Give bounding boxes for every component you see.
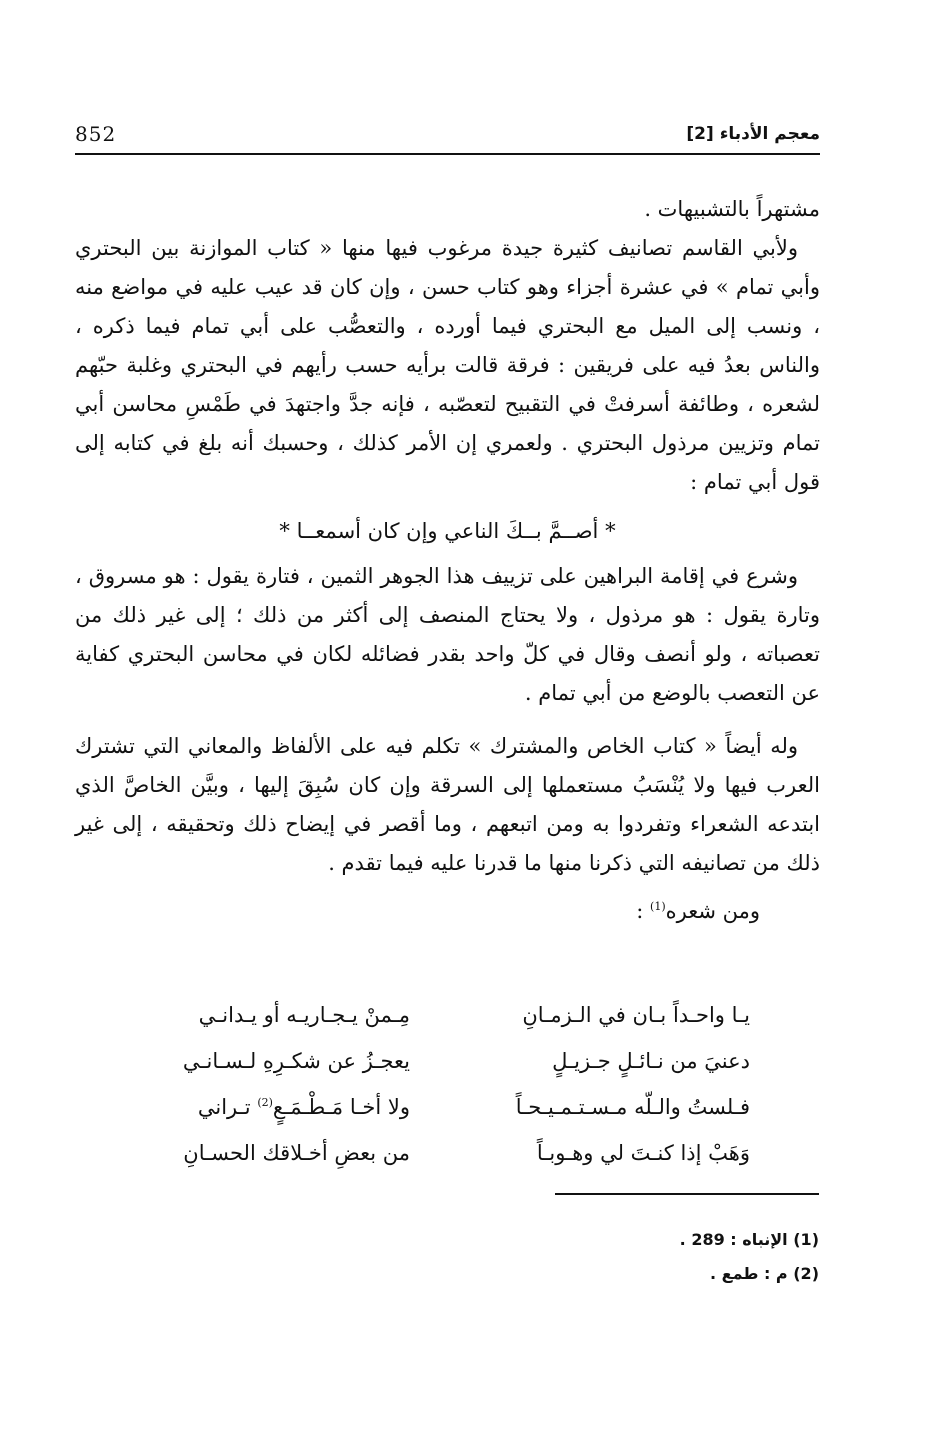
hemistich-text-end: تـراني — [197, 1095, 258, 1119]
paragraph: وشرع في إقامة البراهين على تزييف هذا الجوهر الثمين ، فتارة يقول : هو مسروق ، وتارة يقول : هو مرذول ، ولا يحتاج المنصف إلى أكثر من ذلك ؛ إلى غير ذلك من تعصباته ، ولو أنصف وقال في كلّ واحد بقدر فضائله لكان في محاسن البحتري كفاية عن التعصب بالوضع من أبي تمام . — [75, 564, 820, 705]
main-text — [75, 190, 820, 931]
footnote-ref: (2) — [257, 1096, 273, 1109]
footnotes — [555, 1223, 819, 1291]
footnote-ref: (1) — [650, 900, 666, 913]
paragraph: مشتهراً بالتشبيهات . — [644, 197, 820, 221]
hemistich-second: من بعضِ أخـلاقك الحسـانِ — [183, 1141, 410, 1165]
footnote: (2) م : طمع . — [710, 1264, 819, 1283]
hemistich-first: وَهَبْ إذا كنـتَ لي وهـوبـاً — [536, 1141, 750, 1165]
paragraph: ولأبي القاسم تصانيف كثيرة جيدة مرغوب فيها منها « كتاب الموازنة بين البحتري وأبي تمام » في عشرة أجزاء وهو كتاب حسن ، وإن كان قد عيب عليه في مواضع منه ، ونسب إلى الميل مع البحتري فيما أورده ، والتعصُّب على أبي تمام فيما ذكره ، والناس بعدُ فيه على فريقين : فرقة قالت برأيه حسب رأيهم في البحتري وغلبة حبّهم لشعره ، وطائفة أسرفتْ في التقبيح لتعصّبه ، فإنه جدَّ واجتهدَ في طَمْسِ محاسن أبي تمام وتزيين مرذول البحتري . ولعمري إن الأمر كذلك ، وحسبك أنه بلغ في كتابه إلى قول أبي تمام : — [75, 236, 820, 494]
hemistich-second: يعجـزُ عن شكـرِهِ لـسـانـي — [182, 1049, 410, 1073]
poem-intro — [75, 887, 820, 931]
quoted-verse: * أصــمَّ بــكَ الناعي وإن كان أسمعــا * — [279, 519, 616, 543]
poem-intro-colon: : — [636, 899, 651, 923]
hemistich-first: دعنيَ من نـائـلٍ جـزيـلٍ — [552, 1049, 750, 1073]
footnote: (1) الإنباه : 289 . — [679, 1230, 819, 1249]
page-number: 852 — [75, 122, 117, 146]
footnote-rule — [555, 1193, 819, 1195]
paragraph: وله أيضاً « كتاب الخاص والمشترك » تكلم فيه على الألفاظ والمعاني التي تشترك العرب فيها ولا يُنْسَبُ مستعملها إلى السرقة وإن كان سُبِقَ إليها ، وبيَّن الخاصَّ الذي ابتدعه الشعراء وتفردوا به ومن اتبعهم ، وما أقصر في إيضاح ذلك وتحقيقه ، إلى غير ذلك من تصانيفه التي ذكرنا منها ما قدرنا عليه فيما تقدم . — [75, 734, 820, 875]
hemistich-text: ولا أخـا مَـطْـمَـعٍ — [272, 1095, 410, 1119]
poem — [150, 992, 750, 1176]
header-rule — [75, 153, 820, 155]
running-title: معجم الأدباء [2] — [686, 124, 820, 144]
poem-verse — [150, 1038, 750, 1084]
page-header — [75, 122, 820, 150]
poem-intro-text: ومن شعره — [665, 899, 760, 923]
hemistich-first: فـلستُ والـلّه مـسـتـمـيـحـاً — [515, 1095, 750, 1119]
hemistich-second: مِـمنْ يـجـاريـه أو يـدانـي — [198, 1003, 410, 1027]
hemistich-second — [150, 1095, 450, 1119]
hemistich-first: يـا واحـداً بـان في الـزمـانِ — [522, 1003, 750, 1027]
poem-verse — [150, 992, 750, 1038]
poem-verse — [150, 1084, 750, 1130]
poem-verse — [150, 1130, 750, 1176]
